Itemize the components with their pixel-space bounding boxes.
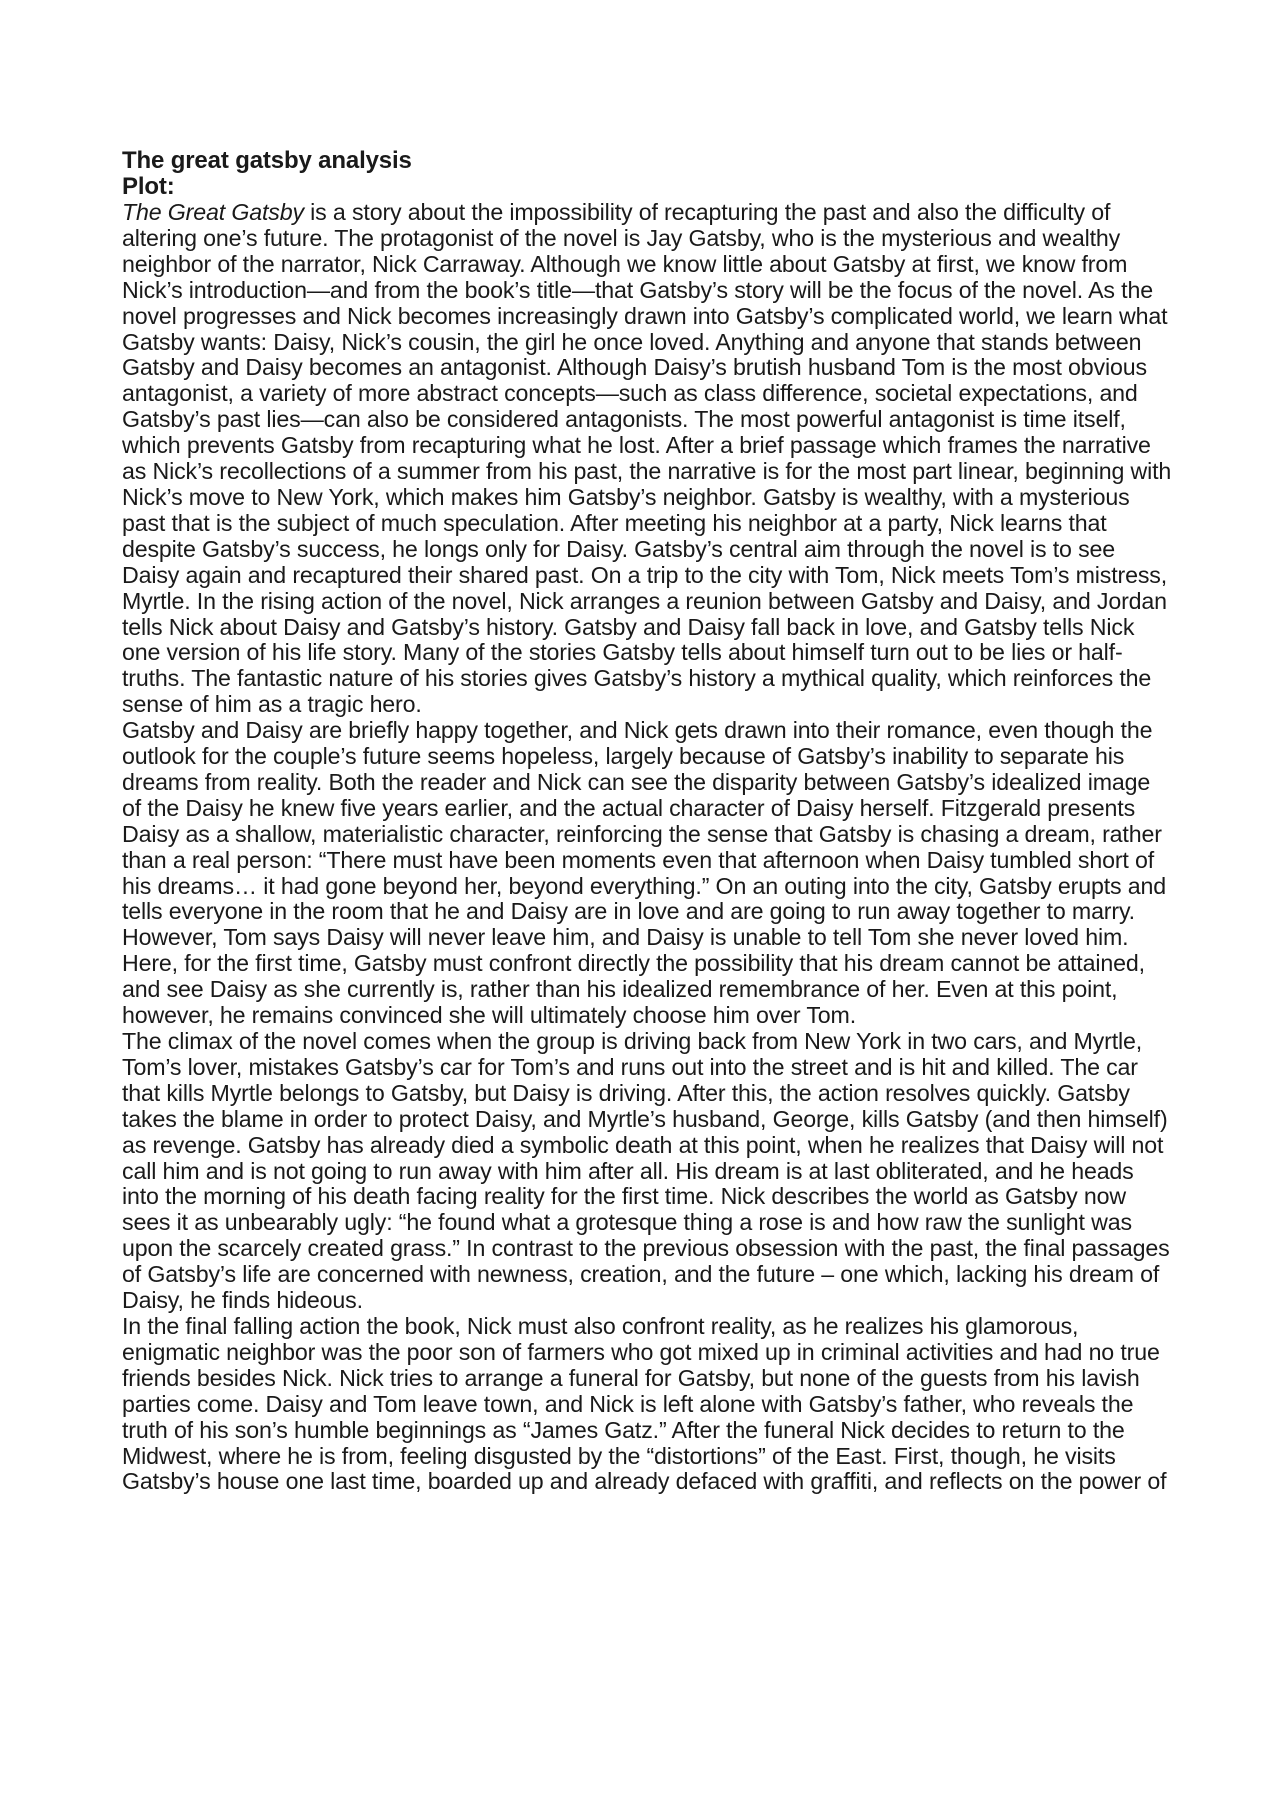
book-title-italic: The Great Gatsby <box>122 199 304 225</box>
paragraph-1-text: is a story about the impossibility of recapturing the past and also the difficulty of altering one’s future. The protagonist of the novel is Jay Gatsby, who is the mysterious and wealthy neighbor of the narrator, Nick Carraway. Although we know little about Gatsby at first, we know from Nick’s introduction—and from the book’s title—that Gatsby’s story will be the focus of the novel. As the novel progresses and Nick becomes increasingly drawn into Gatsby’s complicated world, we learn what Gatsby wants: Daisy, Nick’s cousin, the girl he once loved. Anything and anyone that stands between Gatsby and Daisy becomes an antagonist. Although Daisy’s brutish husband Tom is the most obvious antagonist, a variety of more abstract concepts—such as class difference, societal expectations, and Gatsby’s past lies—can also be considered antagonists. The most powerful antagonist is time itself, which prevents Gatsby from recapturing what he lost. After a brief passage which frames the narrative as Nick’s recollections of a summer from his past, the narrative is for the most part linear, beginning with Nick’s move to New York, which makes him Gatsby’s neighbor. Gatsby is wealthy, with a mysterious past that is the subject of much speculation. After meeting his neighbor at a party, Nick learns that despite Gatsby’s success, he longs only for Daisy. Gatsby’s central aim through the novel is to see Daisy again and recaptured their shared past. On a trip to the city with Tom, Nick meets Tom’s mistress, Myrtle. In the rising action of the novel, Nick arranges a reunion between Gatsby and Daisy, and Jordan tells Nick about Daisy and Gatsby’s history. Gatsby and Daisy fall back in love, and Gatsby tells Nick one version of his life story. Many of the stories Gatsby tells about himself turn out to be lies or half-truths. The fantastic nature of his stories gives Gatsby’s history a mythical quality, which reinforces the sense of him as a tragic hero. <box>122 199 1172 718</box>
paragraph-4: In the final falling action the book, Nick must also confront reality, as he realizes his glamorous, enigmatic neighbor was the poor son of farmers who got mixed up in criminal activities and had no true friends besides Nick. Nick tries to arrange a funeral for Gatsby, but none of the guests from his lavish parties come. Daisy and Tom leave town, and Nick is left alone with Gatsby’s father, who reveals the truth of his son’s humble beginnings as “James Gatz.” After the funeral Nick decides to return to the Midwest, where he is from, feeling disgusted by the “distortions” of the East. First, though, he visits Gatsby’s house one last time, boarded up and already defaced with graffiti, and reflects on the power of <box>122 1312 1167 1495</box>
paragraph-2: Gatsby and Daisy are briefly happy together, and Nick gets drawn into their romance, even though the outlook for the couple’s future seems hopeless, largely because of Gatsby’s inability to separate his dreams from reality. Both the reader and Nick can see the disparity between Gatsby’s idealized image of the Daisy he knew five years earlier, and the actual character of Daisy herself. Fitzgerald presents Daisy as a shallow, materialistic character, reinforcing the sense that Gatsby is chasing a dream, rather than a real person: “There must have been moments even that afternoon when Daisy tumbled short of his dreams… it had gone beyond her, beyond everything.” On an outing into the city, Gatsby erupts and tells everyone in the room that he and Daisy are in love and are going to run away together to marry. However, Tom says Daisy will never leave him, and Daisy is unable to tell Tom she never loved him. Here, for the first time, Gatsby must confront directly the possibility that his dream cannot be attained, and see Daisy as she currently is, rather than his idealized remembrance of her. Even at this point, however, he remains convinced she will ultimately choose him over Tom. <box>122 717 1166 1029</box>
document-title: The great gatsby analysis <box>122 147 412 174</box>
paragraph-1 <box>122 200 1172 718</box>
paragraph-3: The climax of the novel comes when the group is driving back from New York in two cars, and Myrtle, Tom’s lover, mistakes Gatsby’s car for Tom’s and runs out into the street and is hit and killed. The car that kills Myrtle belongs to Gatsby, but Daisy is driving. After this, the action resolves quickly. Gatsby takes the blame in order to protect Daisy, and Myrtle’s husband, George, kills Gatsby (and then himself) as revenge. Gatsby has already died a symbolic death at this point, when he realizes that Daisy will not call him and is not going to run away with him after all. His dream is at last obliterated, and he heads into the morning of his death facing reality for the first time. Nick describes the world as Gatsby now sees it as unbearably ugly: “he found what a grotesque thing a rose is and how raw the sunlight was upon the scarcely created grass.” In contrast to the previous obsession with the past, the final passages of Gatsby’s life are concerned with newness, creation, and the future – one which, lacking his dream of Daisy, he finds hideous. <box>122 1028 1170 1314</box>
document-page <box>122 148 1172 1495</box>
section-heading-plot: Plot: <box>122 173 175 200</box>
